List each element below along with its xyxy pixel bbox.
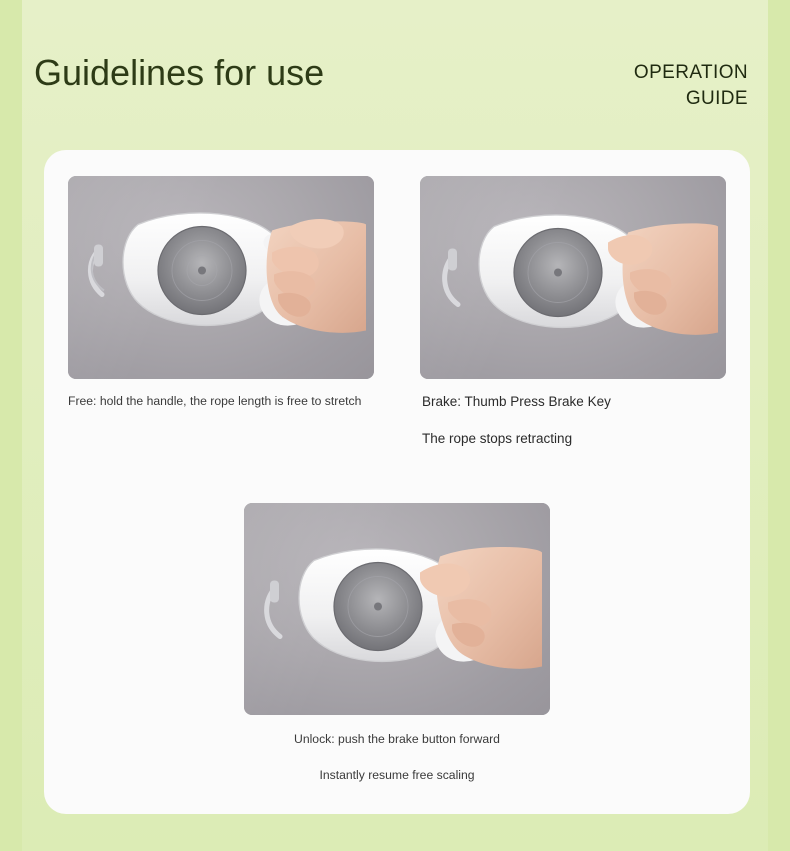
leash-illustration-icon <box>252 516 542 701</box>
panel-brake-caption: Brake: Thumb Press Brake Key <box>422 394 611 410</box>
panel-brake-image <box>420 176 726 379</box>
leash-illustration-icon <box>76 190 366 365</box>
panel-free <box>68 176 374 449</box>
panel-brake-caption-secondary: The rope stops retracting <box>422 430 573 446</box>
panel-unlock <box>244 503 550 785</box>
panel-brake <box>420 176 726 449</box>
panel-row-bottom <box>68 503 726 785</box>
leash-illustration-icon <box>428 190 718 365</box>
page-header <box>0 0 790 111</box>
panel-row-top <box>68 176 726 449</box>
header-subtitle-line2: GUIDE <box>685 87 748 109</box>
panel-unlock-image <box>244 503 550 715</box>
page-title: Guidelines for use <box>34 52 325 93</box>
guide-card <box>44 150 750 814</box>
header-subtitle-line1: OPERATION <box>633 62 748 83</box>
header-subtitle <box>634 52 748 111</box>
panel-free-caption: Free: hold the handle, the rope length is free to stretch <box>68 394 362 409</box>
panel-unlock-caption-secondary: Instantly resume free scaling <box>319 768 475 783</box>
panel-free-image <box>68 176 374 379</box>
panel-unlock-caption: Unlock: push the brake button forward <box>294 731 500 746</box>
